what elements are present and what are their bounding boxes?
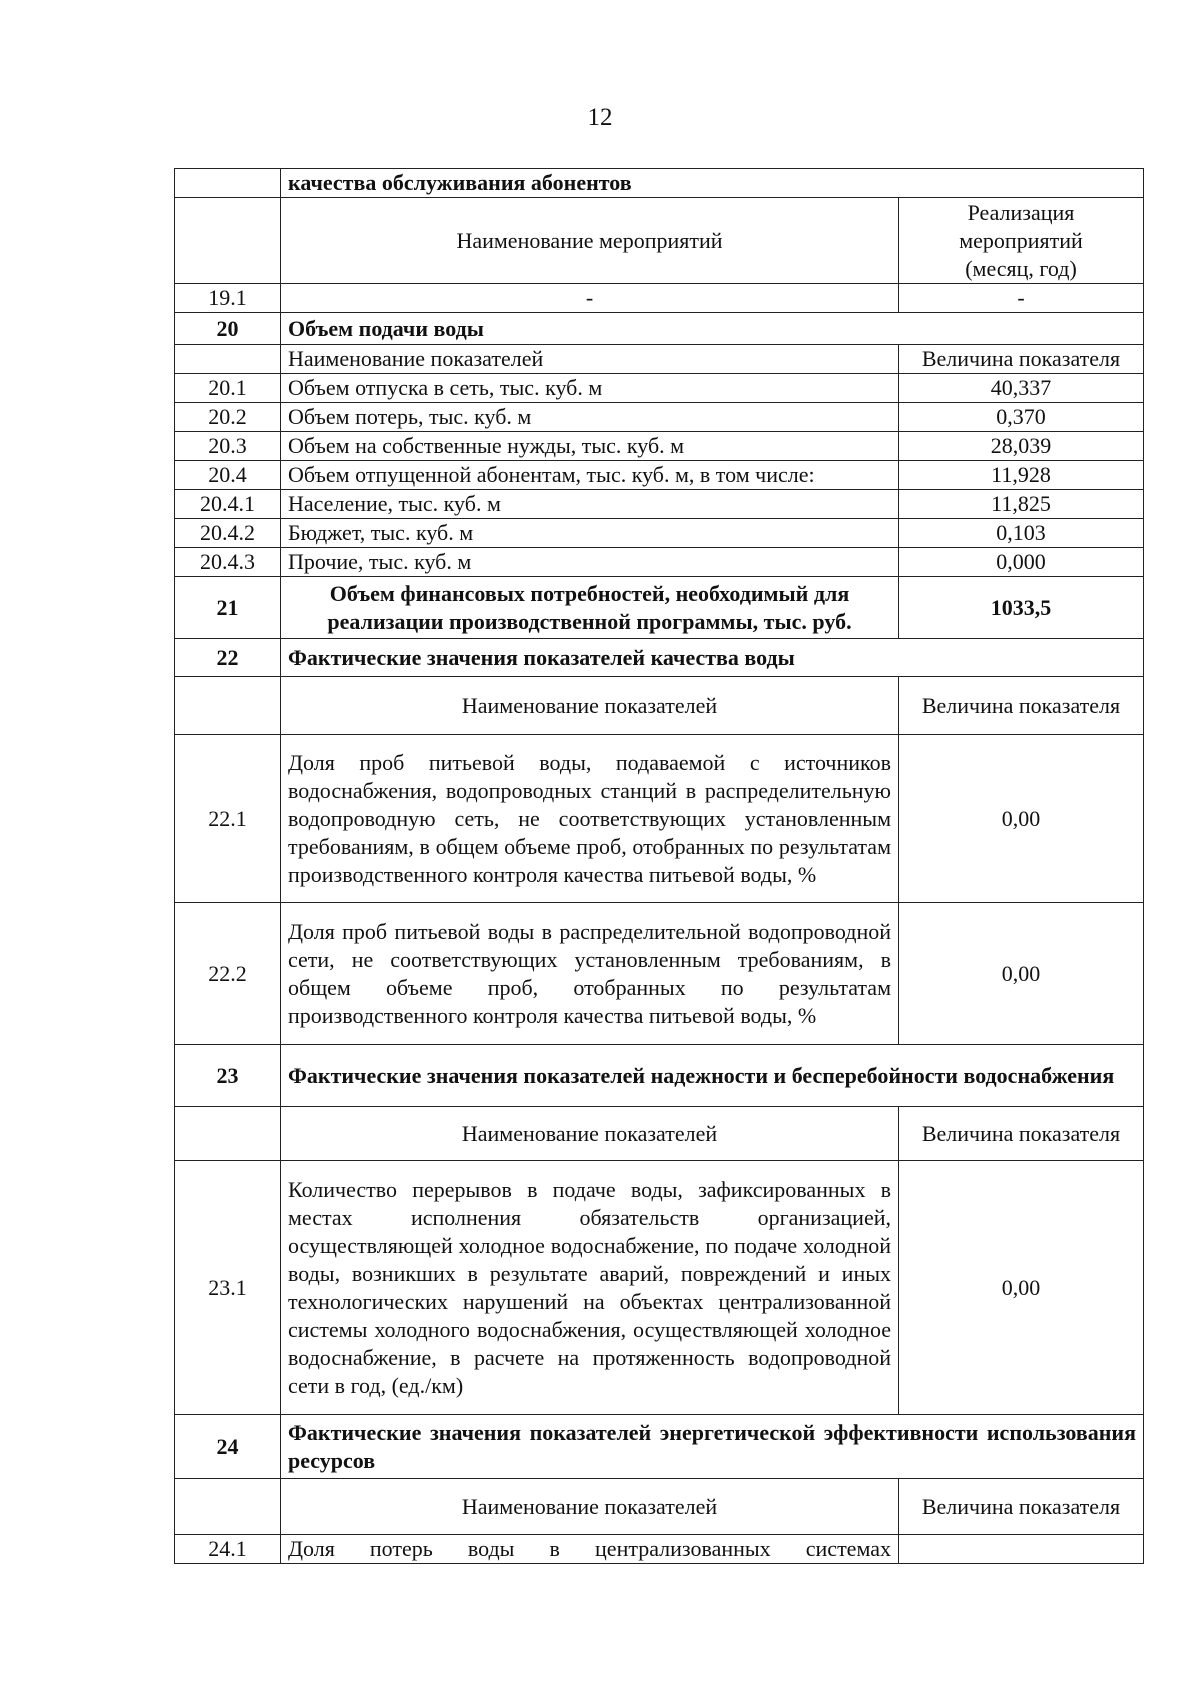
row-value: - (899, 284, 1144, 313)
header-line: (месяц, год) (965, 255, 1077, 281)
row-number (175, 169, 281, 198)
row-number (175, 677, 281, 735)
row-name: Объем отпущенной абонентам, тыс. куб. м, в том числе: (281, 461, 899, 490)
column-header-name: Наименование показателей (281, 677, 899, 735)
section-number: 22 (175, 639, 281, 677)
row-value: 0,370 (899, 403, 1144, 432)
row-name: - (281, 284, 899, 313)
row-number (175, 345, 281, 374)
row-name: Доля потерь воды в централизованных системах (281, 1535, 899, 1564)
table-row (175, 548, 1144, 577)
row-value: 28,039 (899, 432, 1144, 461)
section-row (175, 1045, 1144, 1107)
table-row (175, 374, 1144, 403)
row-name: Объем отпуска в сеть, тыс. куб. м (281, 374, 899, 403)
table-row (175, 169, 1144, 198)
column-header-value: Величина показателя (899, 1107, 1144, 1161)
section-title: Объем финансовых потребностей, необходимый для реализации производственной программы, тыс. руб. (281, 577, 899, 639)
table-row (175, 1161, 1144, 1415)
row-number: 20.4.1 (175, 490, 281, 519)
row-value: 0,00 (899, 903, 1144, 1045)
table-row (175, 461, 1144, 490)
indicators-table (174, 168, 1144, 1564)
section-value: 1033,5 (899, 577, 1144, 639)
column-header-value: Величина показателя (899, 677, 1144, 735)
table-row (175, 403, 1144, 432)
row-value: 0,00 (899, 735, 1144, 903)
header-line: мероприятий (959, 227, 1083, 253)
section-number: 21 (175, 577, 281, 639)
row-value (899, 1535, 1144, 1564)
table-header-row (175, 1107, 1144, 1161)
table-header-row (175, 677, 1144, 735)
row-name: Объем на собственные нужды, тыс. куб. м (281, 432, 899, 461)
header-line: Реализация (967, 199, 1075, 225)
column-header-value: Величина показателя (899, 1479, 1144, 1535)
section-row (175, 313, 1144, 345)
table-row (175, 903, 1144, 1045)
row-name: Бюджет, тыс. куб. м (281, 519, 899, 548)
column-header-value: Величина показателя (899, 345, 1144, 374)
row-value: 0,103 (899, 519, 1144, 548)
column-header-value (899, 198, 1144, 284)
row-number: 20.4 (175, 461, 281, 490)
section-row (175, 577, 1144, 639)
row-number: 24.1 (175, 1535, 281, 1564)
row-number: 20.4.3 (175, 548, 281, 577)
row-value: 0,000 (899, 548, 1144, 577)
row-number: 22.2 (175, 903, 281, 1045)
row-number: 20.2 (175, 403, 281, 432)
row-number (175, 1107, 281, 1161)
section-title: Фактические значения показателей энергетической эффективности использования ресурсов (281, 1415, 1144, 1479)
section-title: Объем подачи воды (281, 313, 1144, 345)
column-header-name: Наименование показателей (281, 1479, 899, 1535)
page-number: 12 (587, 104, 613, 131)
section-number: 20 (175, 313, 281, 345)
section-number: 23 (175, 1045, 281, 1107)
table-row (175, 490, 1144, 519)
row-name: Доля проб питьевой воды в распределительной водопроводной сети, не соответствующих установленным требованиям, в общем объеме проб, отобранных по результатам производственного контроля качества питьевой воды, % (281, 903, 899, 1045)
section-row (175, 639, 1144, 677)
column-header-name: Наименование показателей (281, 345, 899, 374)
table-header-row (175, 198, 1144, 284)
row-name: Прочие, тыс. куб. м (281, 548, 899, 577)
row-number: 20.1 (175, 374, 281, 403)
table-row (175, 432, 1144, 461)
section-title-continued: качества обслуживания абонентов (281, 169, 1144, 198)
table-header-row (175, 345, 1144, 374)
row-number (175, 198, 281, 284)
row-number: 19.1 (175, 284, 281, 313)
row-name: Количество перерывов в подаче воды, зафиксированных в местах исполнения обязательств организацией, осуществляющей холодное водоснабжение, по подаче холодной воды, возникших в результате аварий, повреждений и иных технологических нарушений на объектах централизованной системы холодного водоснабжения, осуществляющей холодное водоснабжение, в расчете на протяженность водопроводной сети в год, (ед./км) (281, 1161, 899, 1415)
table-row (175, 519, 1144, 548)
row-name: Население, тыс. куб. м (281, 490, 899, 519)
section-number: 24 (175, 1415, 281, 1479)
row-value: 11,928 (899, 461, 1144, 490)
row-number: 22.1 (175, 735, 281, 903)
row-number: 20.4.2 (175, 519, 281, 548)
column-header-name: Наименование мероприятий (281, 198, 899, 284)
row-number: 20.3 (175, 432, 281, 461)
section-title: Фактические значения показателей надежности и бесперебойности водоснабжения (281, 1045, 1144, 1107)
row-number: 23.1 (175, 1161, 281, 1415)
table-header-row (175, 1479, 1144, 1535)
table-row (175, 284, 1144, 313)
section-row (175, 1415, 1144, 1479)
row-value: 11,825 (899, 490, 1144, 519)
column-header-name: Наименование показателей (281, 1107, 899, 1161)
row-name: Объем потерь, тыс. куб. м (281, 403, 899, 432)
row-value: 40,337 (899, 374, 1144, 403)
row-name: Доля проб питьевой воды, подаваемой с источников водоснабжения, водопроводных станций в распределительную водопроводную сеть, не соответствующих установленным требованиям, в общем объеме проб, отобранных по результатам производственного контроля качества питьевой воды, % (281, 735, 899, 903)
row-number (175, 1479, 281, 1535)
table-row (175, 1535, 1144, 1564)
row-value: 0,00 (899, 1161, 1144, 1415)
section-title: Фактические значения показателей качества воды (281, 639, 1144, 677)
table-row (175, 735, 1144, 903)
